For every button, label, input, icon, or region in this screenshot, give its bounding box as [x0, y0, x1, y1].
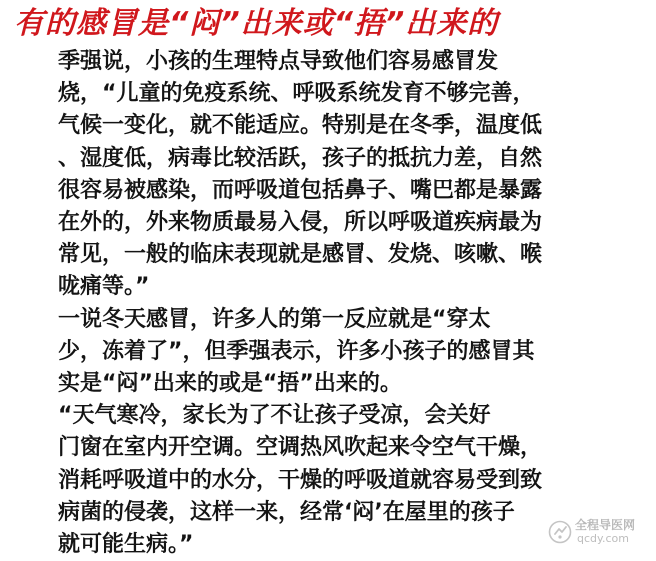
paragraph-line: 少，冻着了”，但季强表示，许多小孩子的感冒其: [58, 338, 535, 364]
article-headline: 有的感冒是“闷”出来或“捂”出来的: [14, 6, 499, 41]
watermark-site-name: 全程导医网: [575, 518, 636, 532]
paragraph-line: 烧，“儿童的免疫系统、呼吸系统发育不够完善，: [58, 81, 535, 107]
article-body: [14, 46, 644, 561]
paragraph-1: [14, 46, 644, 304]
paragraph-line: 消耗呼吸道中的水分，干燥的呼吸道就容易受到致: [58, 467, 543, 493]
qcdy-logo-icon: [548, 520, 572, 544]
paragraph-line: 病菌的侵袭，这样一来，经常‘闷’在屋里的孩子: [58, 499, 515, 525]
paragraph-line: 就可能生病。”: [58, 532, 194, 558]
watermark-site-url: qcdy.com: [577, 532, 629, 545]
paragraph-line: 实是“闷”出来的或是“捂”出来的。: [58, 371, 402, 397]
paragraph-line: 常见，一般的临床表现就是感冒、发烧、咳嗽、喉: [58, 242, 543, 268]
paragraph-line: “天气寒冷，家长为了不让孩子受凉，会关好: [58, 403, 491, 429]
paragraph-line: 季强说，小孩的生理特点导致他们容易感冒发: [58, 49, 499, 74]
paragraph-line: 气候一变化，就不能适应。特别是在冬季，温度低: [58, 113, 543, 139]
paragraph-line: 一说冬天感冒，许多人的第一反应就是“穿太: [58, 306, 491, 332]
paragraph-2: [14, 304, 644, 401]
paragraph-line: 门窗在室内开空调。空调热风吹起来令空气干燥，: [58, 435, 543, 461]
paragraph-line: 很容易被感染，而呼吸道包括鼻子、嘴巴都是暴露: [58, 177, 543, 203]
paragraph-line: 咙痛等。”: [58, 274, 150, 300]
site-watermark: [548, 517, 648, 547]
paragraph-line: 、湿度低，病毒比较活跃，孩子的抵抗力差，自然: [58, 145, 543, 171]
paragraph-line: 在外的，外来物质最易入侵，所以呼吸道疾病最为: [58, 210, 543, 236]
